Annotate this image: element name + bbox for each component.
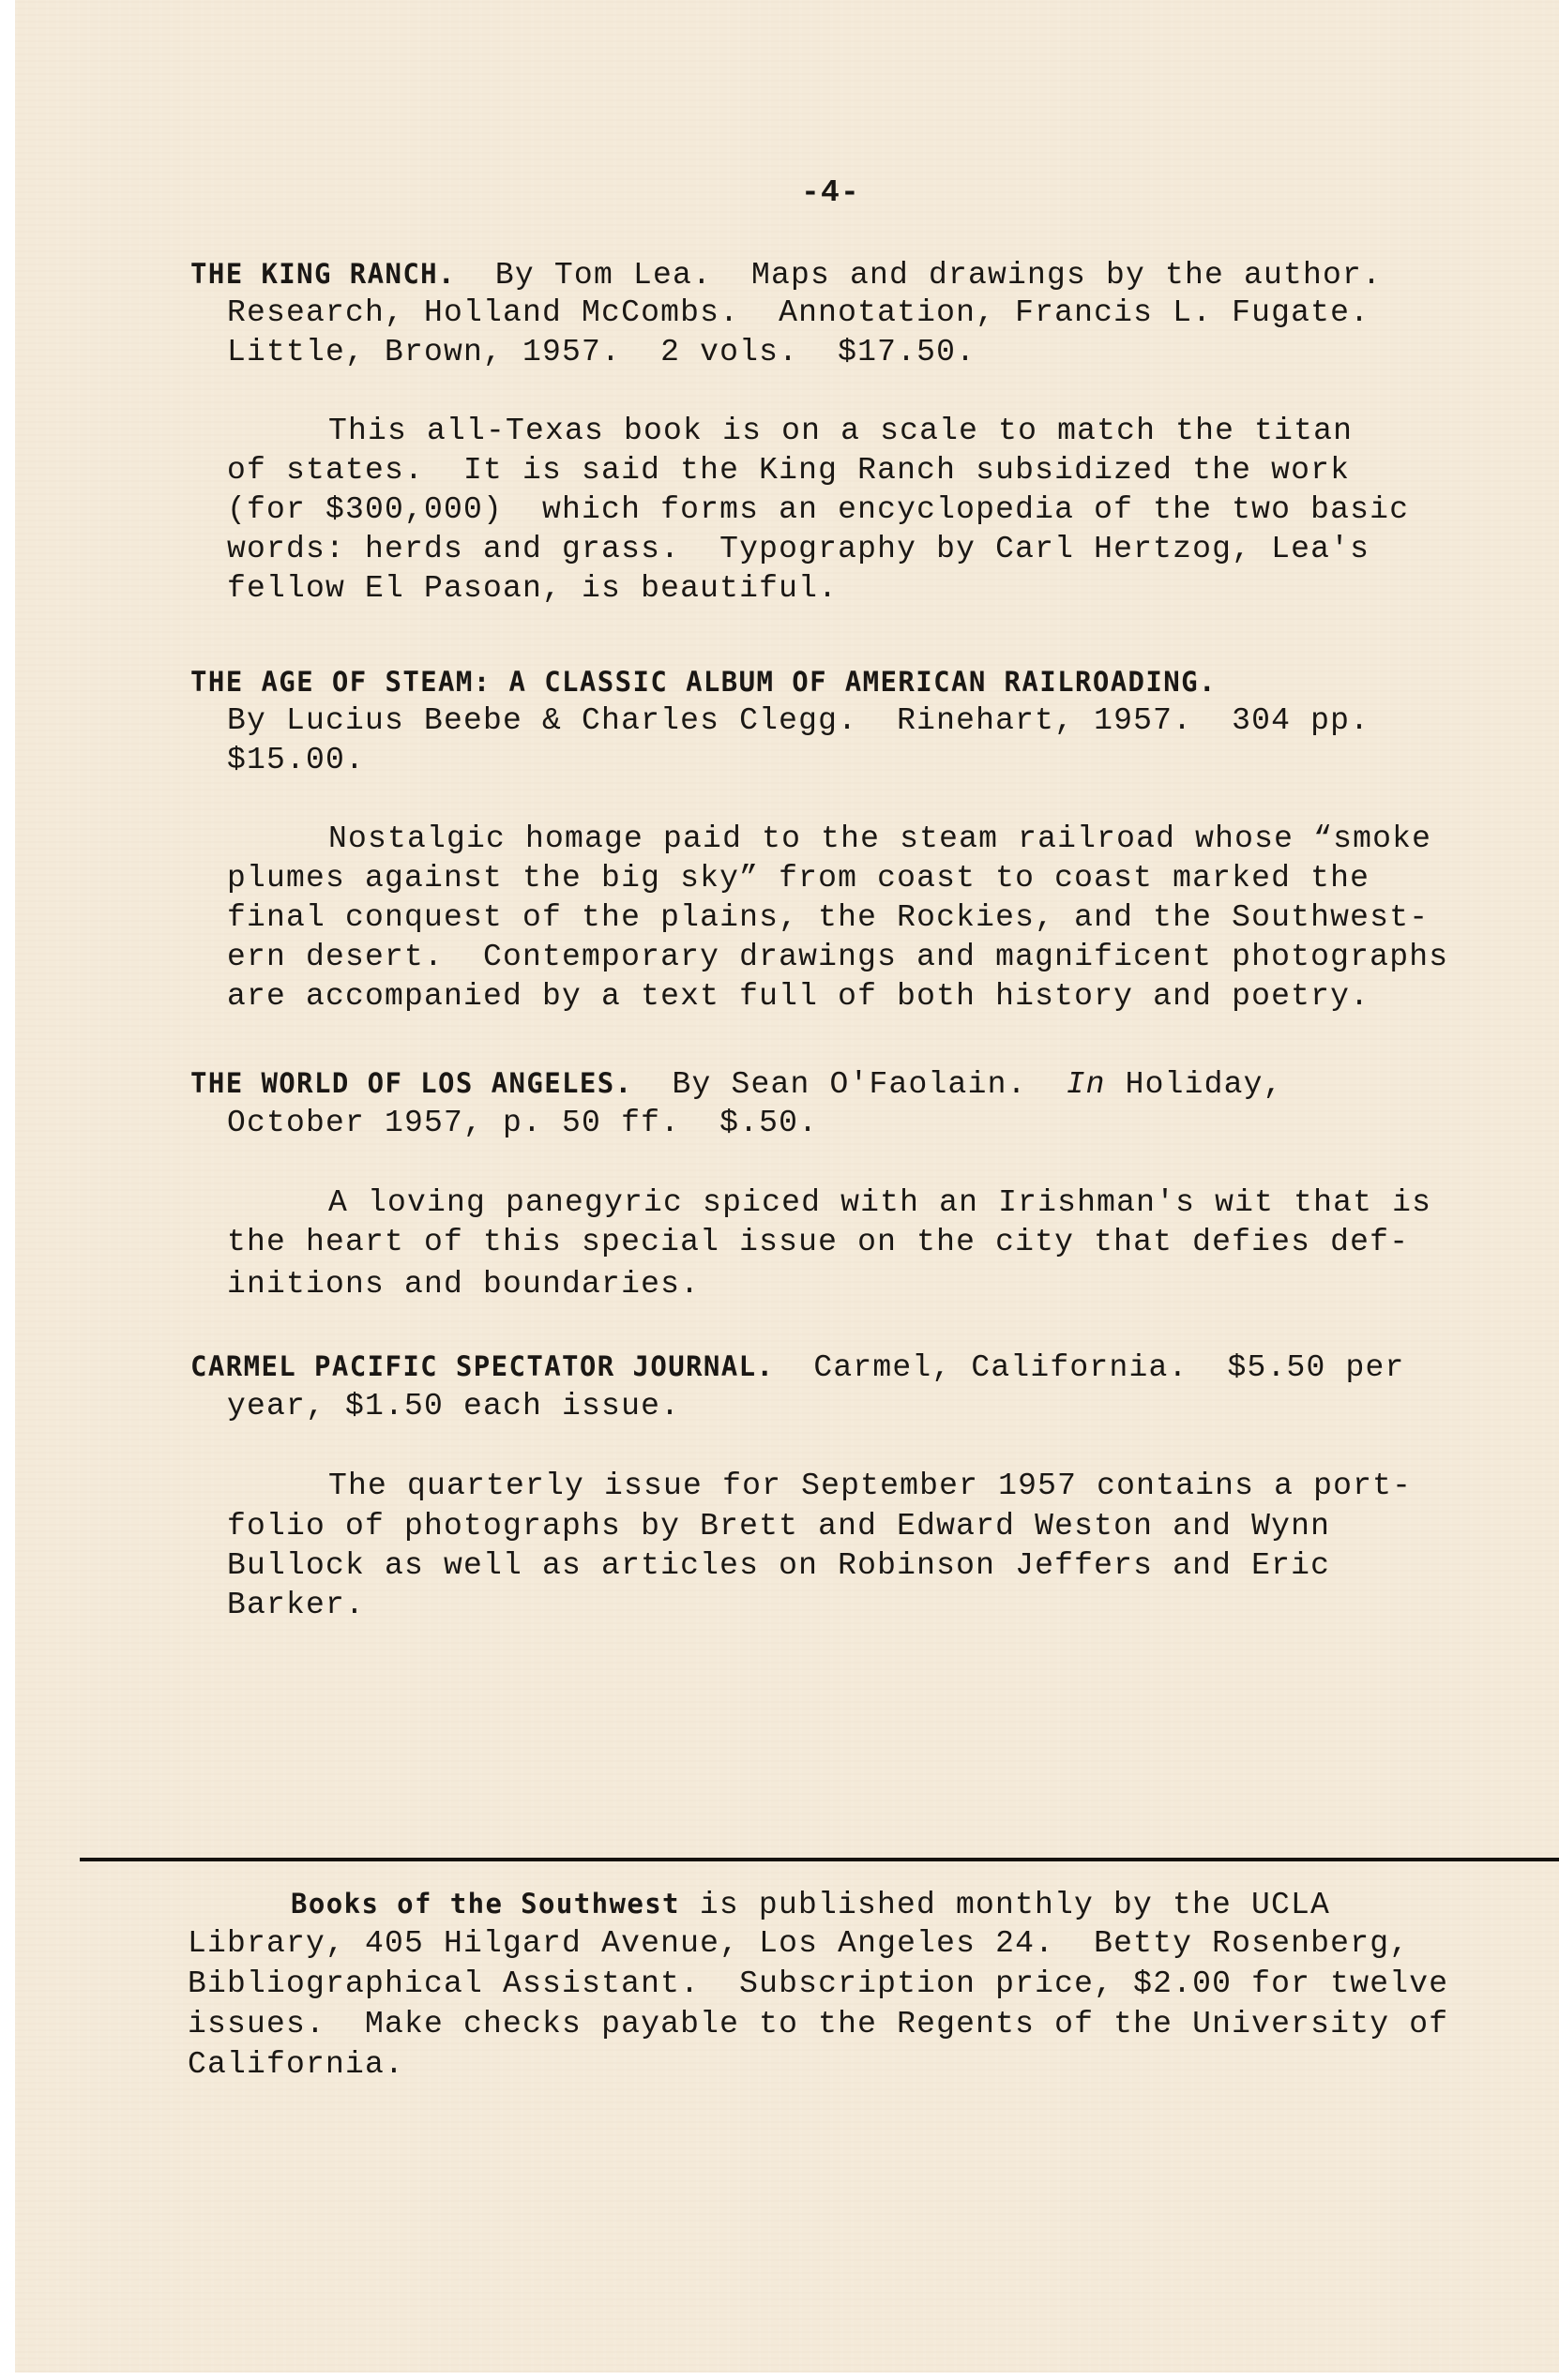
entry-citation: By Sean O'Faolain. (672, 1067, 1027, 1102)
colophon-line: issues. Make checks payable to the Regents of the University of (188, 2007, 1449, 2041)
entry-annotation: of states. It is said the King Ranch subsidized the work (227, 453, 1351, 488)
entry-citation: Carmel, California. $5.50 per (813, 1350, 1405, 1385)
colophon-line: California. (188, 2047, 405, 2082)
entry-title: THE WORLD OF LOS ANGELES. (190, 1067, 633, 1099)
entry-heading-line (190, 255, 1382, 294)
entry-annotation: (for $300,000) which forms an encyclopedia of the two basic (227, 492, 1410, 527)
document-page (15, 0, 1559, 2372)
entry-annotation: This all-Texas book is on a scale to match the titan (328, 414, 1354, 448)
colophon-line: Bibliographical Assistant. Subscription price, $2.00 for twelve (188, 1966, 1449, 2001)
entry-annotation: Bullock as well as articles on Robinson Jeffers and Eric (227, 1548, 1331, 1583)
entry-annotation: initions and boundaries. (227, 1267, 701, 1302)
entry-citation: year, $1.50 each issue. (227, 1389, 681, 1423)
entry-annotation: ern desert. Contemporary drawings and magnificent photographs (227, 940, 1449, 974)
entry-title: CARMEL PACIFIC SPECTATOR JOURNAL. (190, 1350, 775, 1382)
entry-annotation: final conquest of the plains, the Rockies, and the Southwest- (227, 900, 1430, 935)
entry-citation: $15.00. (227, 743, 366, 777)
entry-citation: By Lucius Beebe & Charles Clegg. Rinehart, 1957. 304 pp. (227, 703, 1370, 738)
entry-annotation: The quarterly issue for September 1957 contains a port- (328, 1469, 1413, 1503)
entry-annotation: fellow El Pasoan, is beautiful. (227, 571, 839, 606)
colophon-line: Library, 405 Hilgard Avenue, Los Angeles 24. Betty Rosenberg, (188, 1926, 1410, 1961)
entry-citation-italic: In (1066, 1067, 1106, 1102)
entry-citation: Little, Brown, 1957. 2 vols. $17.50. (227, 335, 976, 369)
entry-annotation: are accompanied by a text full of both history and poetry. (227, 979, 1370, 1014)
entry-annotation: words: herds and grass. Typography by Carl Hertzog, Lea's (227, 532, 1370, 566)
entry-title: THE KING RANCH. (190, 258, 456, 290)
entry-annotation: Barker. (227, 1588, 366, 1622)
entry-citation: By Tom Lea. Maps and drawings by the author. (494, 258, 1383, 293)
colophon-line (291, 1885, 1330, 1924)
publication-name: Books of the Southwest (291, 1888, 680, 1920)
colophon-text: is published monthly by the UCLA (679, 1888, 1331, 1922)
entry-annotation: A loving panegyric spiced with an Irishman's wit that is (328, 1185, 1432, 1220)
entry-annotation: plumes against the big sky” from coast to coast marked the (227, 861, 1370, 896)
entry-citation: Research, Holland McCombs. Annotation, Francis L. Fugate. (227, 295, 1370, 330)
horizontal-rule (80, 1858, 1559, 1861)
page-number: -4- (801, 175, 861, 210)
entry-citation: October 1957, p. 50 ff. $.50. (227, 1106, 819, 1140)
entry-annotation: folio of photographs by Brett and Edward Weston and Wynn (227, 1509, 1331, 1544)
entry-annotation: the heart of this special issue on the city that defies def- (227, 1225, 1410, 1259)
entry-citation: Holiday, (1125, 1067, 1283, 1102)
entry-heading-line (190, 1064, 1283, 1104)
entry-annotation: Nostalgic homage paid to the steam railroad whose “smoke (328, 821, 1432, 856)
entry-title: THE AGE OF STEAM: A CLASSIC ALBUM OF AMERICAN RAILROADING. (190, 666, 1217, 698)
entry-heading-line (190, 1348, 1405, 1387)
